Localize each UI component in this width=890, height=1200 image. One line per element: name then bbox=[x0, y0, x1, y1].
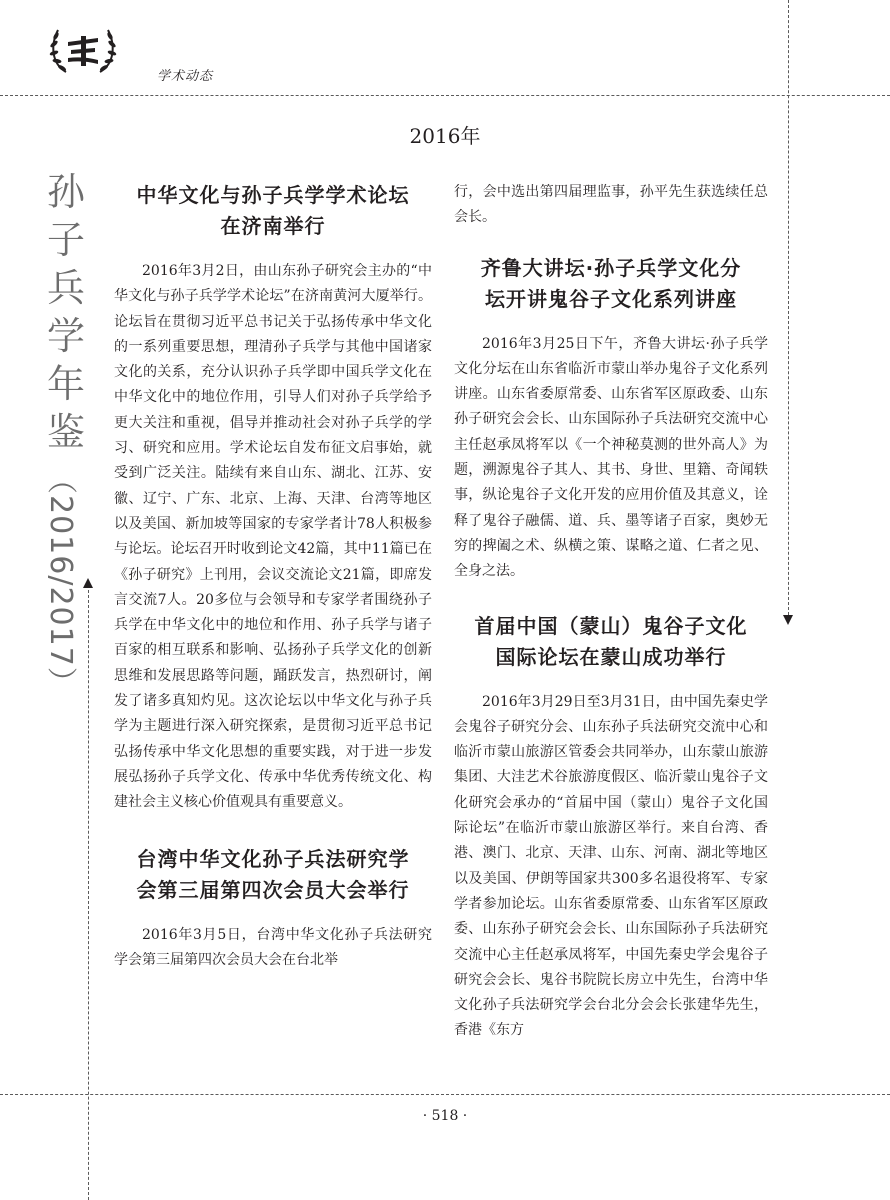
article-title-line: 台湾中华文化孙子兵法研究学 bbox=[136, 846, 410, 871]
article-title-line: 会第三届第四次会员大会举行 bbox=[136, 877, 410, 902]
article-title bbox=[454, 253, 768, 315]
article-body: 2016年3月5日，台湾中华文化孙子兵法研究学会第三届第四次会员大会在台北举 bbox=[114, 926, 432, 968]
right-margin-line bbox=[788, 0, 789, 615]
side-title-years: （2016/2017） bbox=[43, 464, 78, 698]
side-title-char: 兵 bbox=[46, 266, 85, 310]
article-title-line: 中华文化与孙子兵学学术论坛 bbox=[136, 183, 410, 207]
side-title-char: 子 bbox=[46, 218, 85, 262]
article-title bbox=[114, 844, 432, 906]
side-title-char: 学 bbox=[46, 314, 85, 358]
right-column bbox=[454, 180, 768, 1044]
side-title-char: 鉴 bbox=[46, 410, 85, 454]
year-heading: 2016年 bbox=[409, 124, 481, 148]
article-title bbox=[454, 611, 768, 673]
article-body: 2016年3月2日，由山东孙子研究会主办的“中华文化与孙子兵学学术论坛”在济南黄河大厦举行。论坛旨在贯彻习近平总书记关于弘扬传承中华文化的一系列重要思想，理清孙子兵学与其他中国诸家文化的关系，充分认识孙子兵学即中国兵学文化在中华文化中的地位作用，引导人们对孙子兵学给予更大关注和重视，倡导并推动社会对孙子兵学的学习、研究和应用。学术论坛自发布征文启事始，就受到广泛关注。陆续有来自山东、湖北、江苏、安徽、辽宁、广东、北京、上海、天津、台湾等地区以及美国、新加坡等国家的专家学者计78人积极参与论坛。论坛召开时收到论文42篇，其中11篇已在《孙子研究》上刊用，会议交流论文21篇，即席发言交流7人。20多位与会领导和专家学者围绕孙子兵学在中华文化中的地位和作用、孙子兵学与诸子百家的相互联系和影响、弘扬孙子兵学文化的创新思维和发展思路等问题，踊跃发言，热烈研讨，阐发了诸多真知灼见。这次论坛以中华文化与孙子兵学为主题进行深入研究探索，是贯彻习近平总书记弘扬传承中华文化思想的重要实践，对于进一步发展弘扬孙子兵学文化、传承中华优秀传统文化、构建社会主义核心价值观具有重要意义。 bbox=[114, 263, 432, 811]
article-title-line: 国际论坛在蒙山成功举行 bbox=[495, 644, 727, 669]
left-column bbox=[114, 180, 432, 973]
article-title-line: 齐鲁大讲坛·孙子兵学文化分 bbox=[480, 255, 742, 280]
right-margin-arrow-icon bbox=[783, 615, 793, 625]
article-title bbox=[114, 180, 432, 242]
article-body: 2016年3月25日下午，齐鲁大讲坛·孙子兵学文化分坛在山东省临沂市蒙山举办鬼谷子文化系列讲座。山东省委原常委、山东省军区原政委、山东孙子研究会会长、山东国际孙子兵法研究交流中心主任赵承凤将军以《一个神秘莫测的世外高人》为题，溯源鬼谷子其人、其书、身世、里籍、奇闻轶事，纵论鬼谷子文化开发的应用价值及其意义，诠释了鬼谷子融儒、道、兵、墨等诸子百家，奥妙无穷的捭阖之术、纵横之策、谋略之道、仁者之见、全身之法。 bbox=[454, 335, 768, 580]
footer-divider bbox=[0, 1094, 890, 1095]
laurel-wreath-icon bbox=[44, 22, 122, 78]
yearbook-side-title bbox=[36, 168, 96, 698]
side-title-char: 孙 bbox=[46, 170, 85, 214]
article-body-continued: 行，会中选出第四届理监事，孙平先生获选续任总会长。 bbox=[454, 184, 768, 226]
side-title-years-wrap bbox=[36, 464, 96, 698]
article-title-line: 坛开讲鬼谷子文化系列讲座 bbox=[485, 286, 737, 311]
section-label: 学术动态 bbox=[157, 69, 214, 84]
side-title-char: 年 bbox=[46, 362, 85, 406]
header-divider bbox=[0, 95, 890, 96]
article-title-line: 在济南举行 bbox=[220, 214, 326, 238]
page-number: · 518 · bbox=[422, 1108, 468, 1124]
article-title-line: 首届中国（蒙山）鬼谷子文化 bbox=[474, 613, 748, 638]
article-body: 2016年3月29日至3月31日，由中国先秦史学会鬼谷子研究分会、山东孙子兵法研究交流中心和临沂市蒙山旅游区管委会共同举办，山东蒙山旅游集团、大洼艺术谷旅游度假区、临沂蒙山鬼谷子文化研究会承办的“首届中国（蒙山）鬼谷子文化国际论坛”在临沂市蒙山旅游区举行。来自台湾、香港、澳门、北京、天津、山东、河南、湖北等地区以及美国、伊朗等国家共300多名退役将军、专家学者参加论坛。山东省委原常委、山东省军区原政委、山东孙子研究会会长、山东国际孙子兵法研究交流中心主任赵承凤将军，中国先秦史学会鬼谷子研究会会长、鬼谷书院院长房立中先生，台湾中华文化孙子兵法研究学会台北分会会长张建华先生，香港《东方 bbox=[454, 693, 768, 1039]
